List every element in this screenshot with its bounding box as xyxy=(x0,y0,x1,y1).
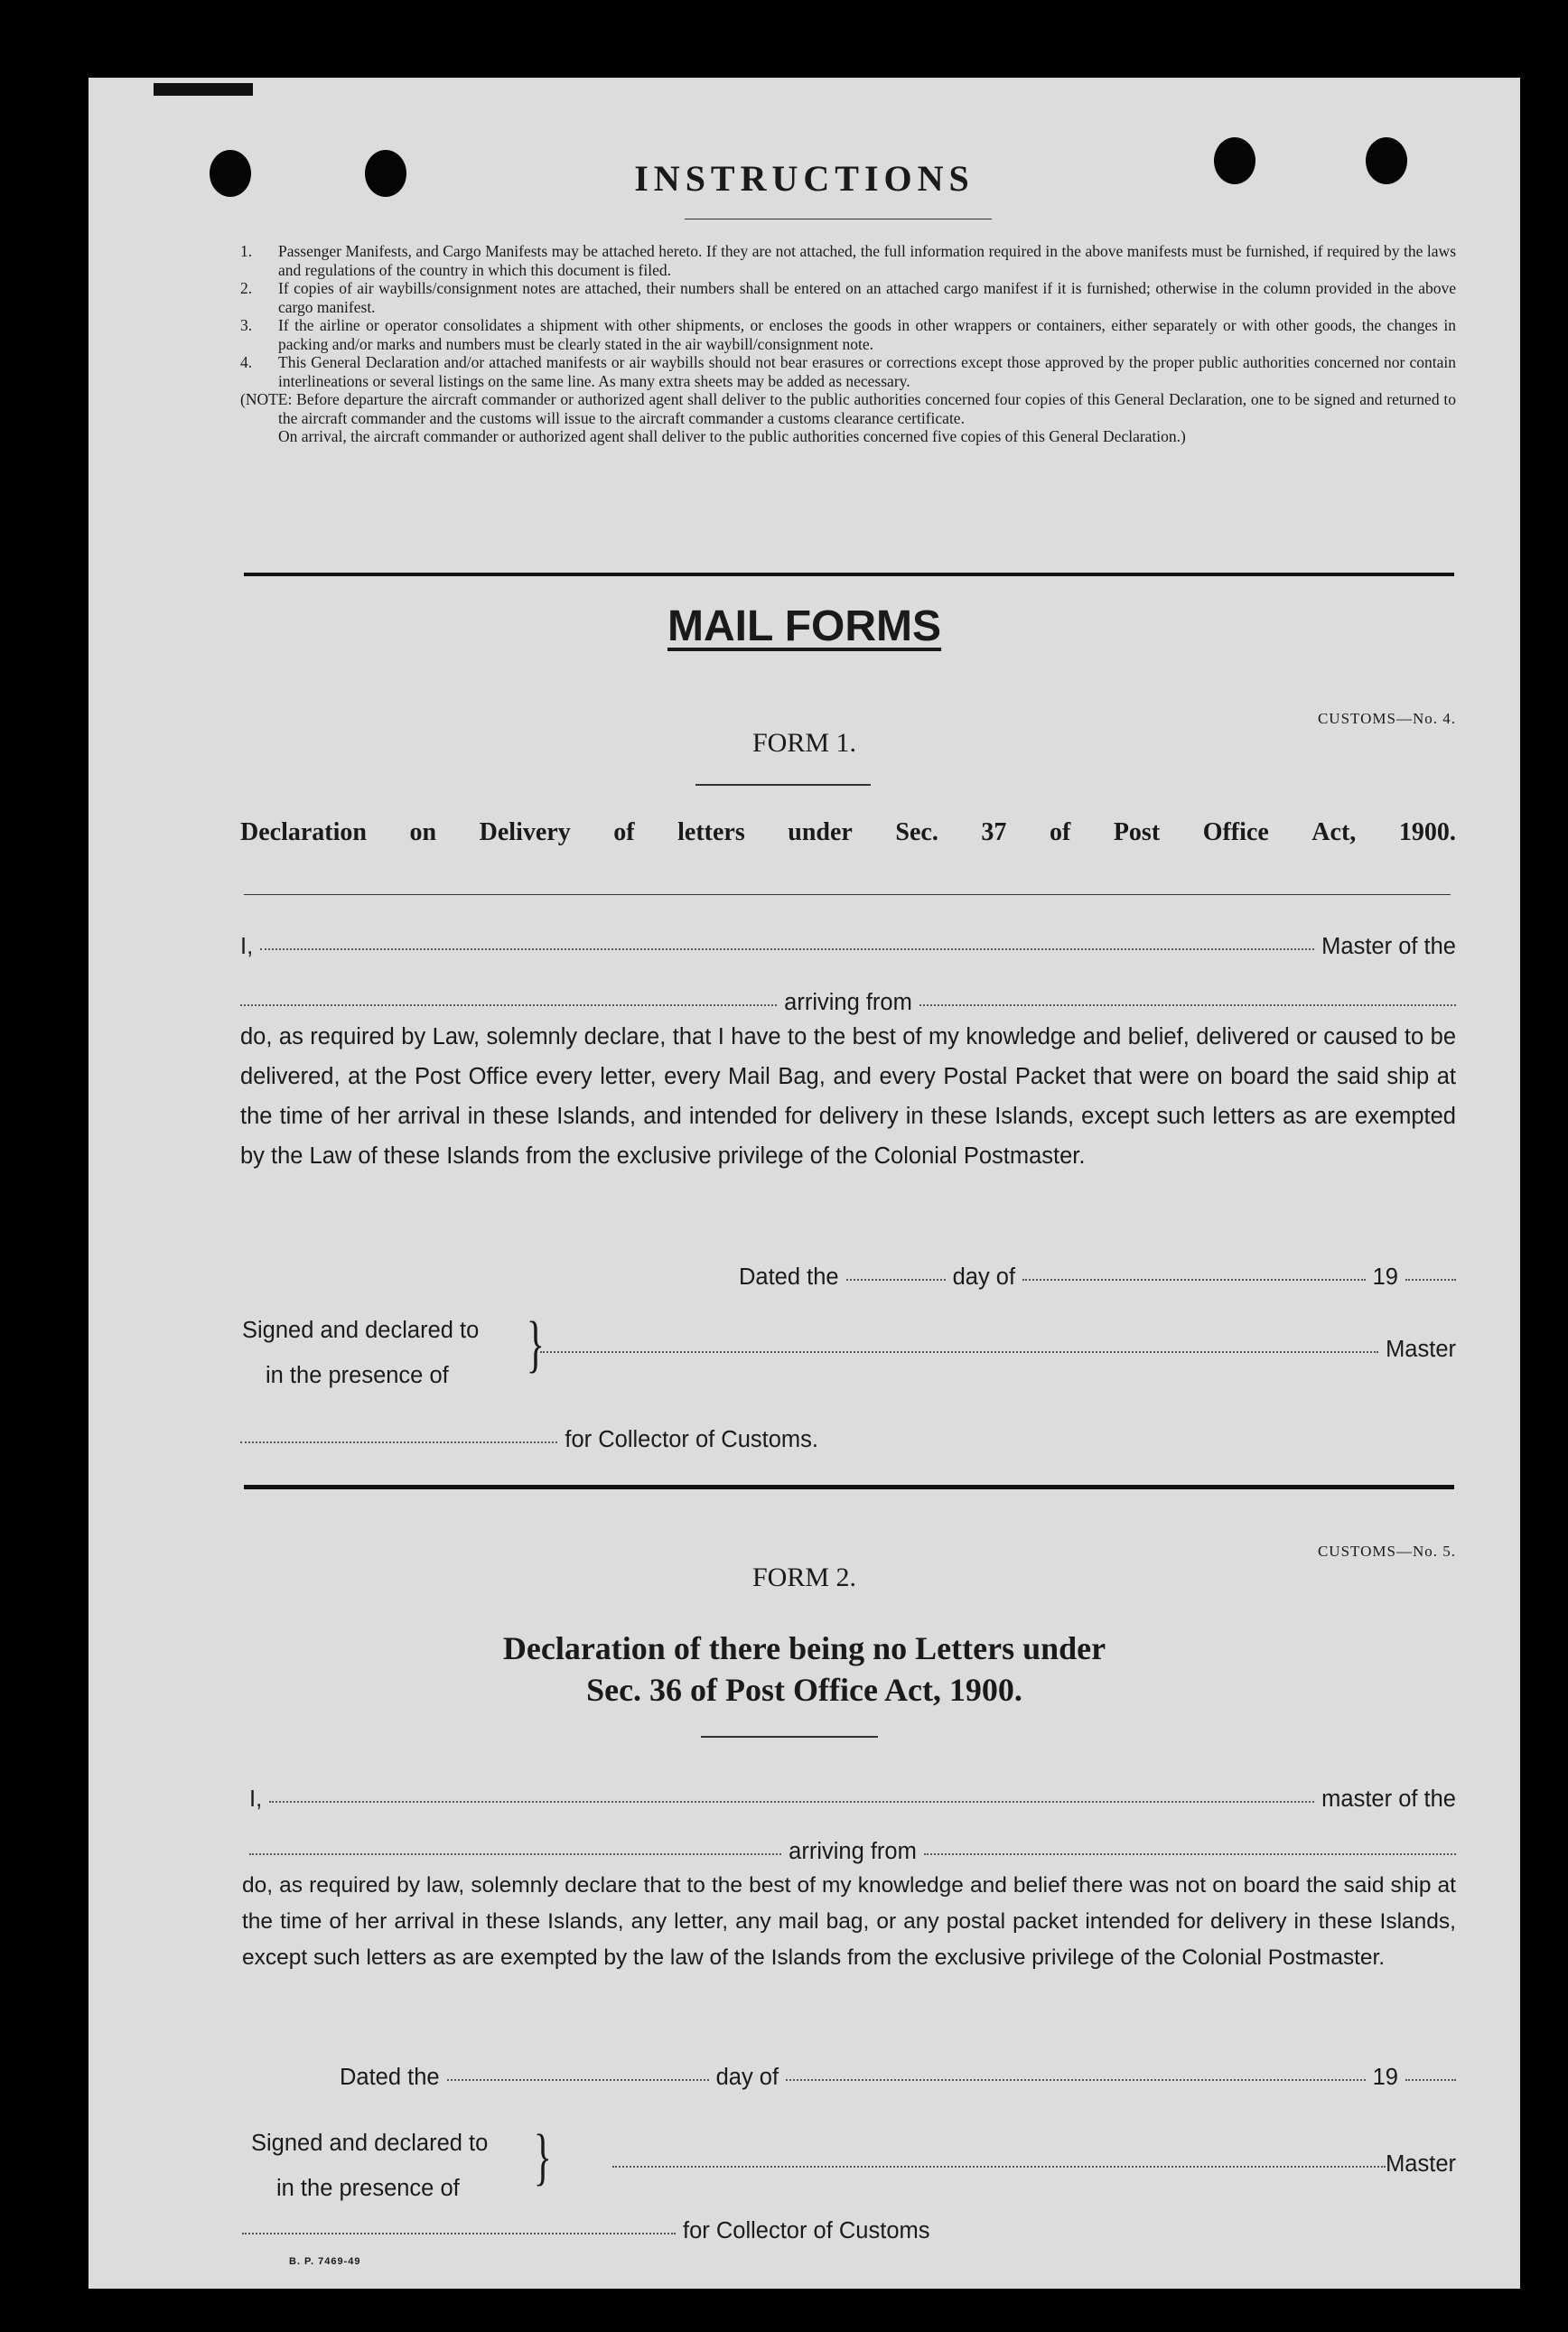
document-page xyxy=(89,78,1520,2289)
form1-year-field[interactable] xyxy=(1405,1278,1456,1281)
binding-mark xyxy=(154,83,253,96)
form1-master-signature-line xyxy=(540,1337,1456,1363)
form-divider xyxy=(244,1485,1454,1489)
form1-collector-line xyxy=(240,1427,818,1453)
form1-declaration-word: Sec. xyxy=(895,818,938,846)
form1-day-field[interactable] xyxy=(846,1278,946,1281)
instruction-text: If copies of air waybills/consignment notes are attached, their numbers shall be entered on an attached cargo manifest if it is furnished; otherwise in the column provided in the above cargo manifest. xyxy=(278,279,1456,316)
form1-declaration-word: under xyxy=(788,818,853,846)
form1-declaration-word: of xyxy=(1049,818,1071,846)
form2-year-label: 19 xyxy=(1372,2065,1398,2090)
instruction-note-departure: (NOTE: Before departure the aircraft commander or authorized agent shall deliver to the public authorities concerned four copies of this General Declaration, one to be signed and returned to the aircraft commander and the customs will issue to the aircraft commander a customs clearance certificate. xyxy=(240,390,1456,427)
form1-declaration-word: of xyxy=(613,818,635,846)
form2-heading: FORM 2. xyxy=(751,1562,857,1592)
form2-day-field[interactable] xyxy=(447,2078,709,2081)
instructions-list xyxy=(240,242,1456,446)
form2-month-field[interactable] xyxy=(786,2078,1366,2081)
form1-brace: } xyxy=(526,1310,545,1379)
instruction-number: 1. xyxy=(240,242,253,260)
form1-collector-label: for Collector of Customs. xyxy=(565,1427,818,1452)
instruction-text: If the airline or operator consolidates a shipment with other shipments, or encloses the goods in other wrappers or containers, either separately or with other goods, the changes in packing and/or marks and numbers must be clearly stated in the air waybill/consignment note. xyxy=(278,316,1456,353)
form2-i-label: I, xyxy=(249,1786,263,1812)
form1-declaration-word: Post xyxy=(1113,818,1161,846)
form2-master-of-label: master of the xyxy=(1321,1786,1456,1812)
form2-master-signature-line xyxy=(612,2151,1456,2178)
form2-year-field[interactable] xyxy=(1405,2078,1456,2081)
form2-collector-label: for Collector of Customs xyxy=(683,2218,930,2243)
form1-declaration-word: Declaration xyxy=(240,818,367,846)
form1-arriving-from-label: arriving from xyxy=(784,990,912,1015)
form1-arriving-line xyxy=(240,990,1456,1016)
form1-heading-rule xyxy=(695,784,871,786)
form2-day-of-label: day of xyxy=(715,2065,779,2090)
mail-forms-title: MAIL FORMS xyxy=(667,602,942,650)
instruction-item xyxy=(240,353,1456,390)
form1-month-field[interactable] xyxy=(1022,1278,1366,1281)
form2-title-rule xyxy=(701,1736,878,1738)
instruction-number: 4. xyxy=(240,353,253,371)
form2-master-signature-field[interactable] xyxy=(612,2165,1386,2168)
form2-customs-number: CUSTOMS—No. 5. xyxy=(1317,1543,1456,1560)
form1-customs-number: CUSTOMS—No. 4. xyxy=(1317,710,1456,727)
instruction-number: 3. xyxy=(240,316,253,334)
form1-declaration-word: 1900. xyxy=(1398,818,1456,846)
form1-dated-line xyxy=(739,1264,1456,1291)
form1-declaration-word: Office xyxy=(1202,818,1269,846)
form1-signed-line1: Signed and declared to xyxy=(242,1318,480,1343)
form2-origin-field[interactable] xyxy=(924,1852,1456,1855)
form2-collector-line xyxy=(242,2218,1073,2244)
section-divider xyxy=(244,573,1454,576)
form2-declaration-line2: Sec. 36 of Post Office Act, 1900. xyxy=(586,1672,1022,1708)
form2-ship-field[interactable] xyxy=(249,1852,781,1855)
form1-name-field[interactable] xyxy=(260,947,1314,950)
form1-declaration-word: letters xyxy=(677,818,745,846)
form2-arriving-line xyxy=(249,1839,1456,1865)
form1-body: do, as required by Law, solemnly declare, that I have to the best of my knowledge and belief, delivered or caused to be delivered, at the Post Office every letter, every Mail Bag, and every Postal Packet that were on board the said ship at the time of her arrival in these Islands, and intended for delivery in these Islands, except such letters as are exempted by the Law of these Islands from the exclusive privilege of the Colonial Postmaster. xyxy=(240,1024,1456,1169)
form2-name-line xyxy=(249,1786,1456,1813)
form1-dated-label: Dated the xyxy=(739,1264,839,1290)
form1-signed-label xyxy=(242,1308,479,1398)
form1-i-label: I, xyxy=(240,934,254,959)
instruction-text: Passenger Manifests, and Cargo Manifests may be attached hereto. If they are not attached, the full information required in the above manifests must be furnished, if required by the laws and regulations of the country in which this document is filed. xyxy=(278,242,1456,279)
instruction-item xyxy=(240,279,1456,316)
form1-master-of-label: Master of the xyxy=(1321,934,1456,959)
instruction-note-arrival: On arrival, the aircraft commander or authorized agent shall deliver to the public authorities concerned five copies of this General Declaration.) xyxy=(278,427,1186,445)
form2-master-label: Master xyxy=(1386,2151,1456,2177)
form1-collector-field[interactable] xyxy=(240,1441,557,1443)
form2-declaration-title xyxy=(89,1628,1520,1711)
form2-arriving-from-label: arriving from xyxy=(789,1839,917,1864)
instruction-item xyxy=(240,316,1456,353)
form1-master-label: Master xyxy=(1386,1337,1456,1362)
form1-ship-field[interactable] xyxy=(240,1003,777,1006)
form1-heading: FORM 1. xyxy=(751,728,857,758)
footer-code: B. P. 7469-49 xyxy=(289,2256,361,2267)
form1-declaration-word: 37 xyxy=(981,818,1007,846)
form2-signed-label xyxy=(251,2121,488,2211)
form1-declaration-word: Delivery xyxy=(479,818,571,846)
form1-master-signature-field[interactable] xyxy=(540,1350,1378,1353)
form1-declaration-title xyxy=(240,818,1456,847)
form1-title-rule xyxy=(244,894,1451,895)
form2-signed-line1: Signed and declared to xyxy=(251,2131,489,2156)
form2-dated-label: Dated the xyxy=(340,2065,440,2090)
instruction-item xyxy=(240,242,1456,279)
form2-collector-field[interactable] xyxy=(242,2232,676,2234)
form2-name-field[interactable] xyxy=(269,1800,1314,1803)
instruction-number: 2. xyxy=(240,279,253,297)
form1-name-line xyxy=(240,934,1456,960)
form1-declaration-word: on xyxy=(409,818,437,846)
form1-signed-line2: in the presence of xyxy=(266,1363,449,1388)
form2-brace: } xyxy=(533,2122,552,2192)
form1-year-label: 19 xyxy=(1372,1264,1398,1290)
form2-signed-line2: in the presence of xyxy=(276,2176,460,2201)
form2-declaration-line1: Declaration of there being no Letters under xyxy=(502,1630,1106,1666)
form1-day-of-label: day of xyxy=(952,1264,1016,1290)
form2-body: do, as required by law, solemnly declare that to the best of my knowledge and belief there was not on board the said ship at the time of her arrival in these Islands, any letter, any mail bag, or any postal packet intended for delivery in these Islands, except such letters as are exempted by the law of the Islands from the exclusive privilege of the Colonial Postmaster. xyxy=(242,1873,1456,1970)
instructions-title: INSTRUCTIONS xyxy=(634,158,975,199)
form2-dated-line xyxy=(340,2065,1456,2091)
form1-declaration-word: Act, xyxy=(1311,818,1357,846)
instruction-text: This General Declaration and/or attached manifests or air waybills should not bear erasures or corrections except those approved by the proper public authorities concerned nor contain interlineations or several listings on the same line. As many extra sheets may be added as necessary. xyxy=(278,353,1456,390)
form1-origin-field[interactable] xyxy=(919,1003,1456,1006)
